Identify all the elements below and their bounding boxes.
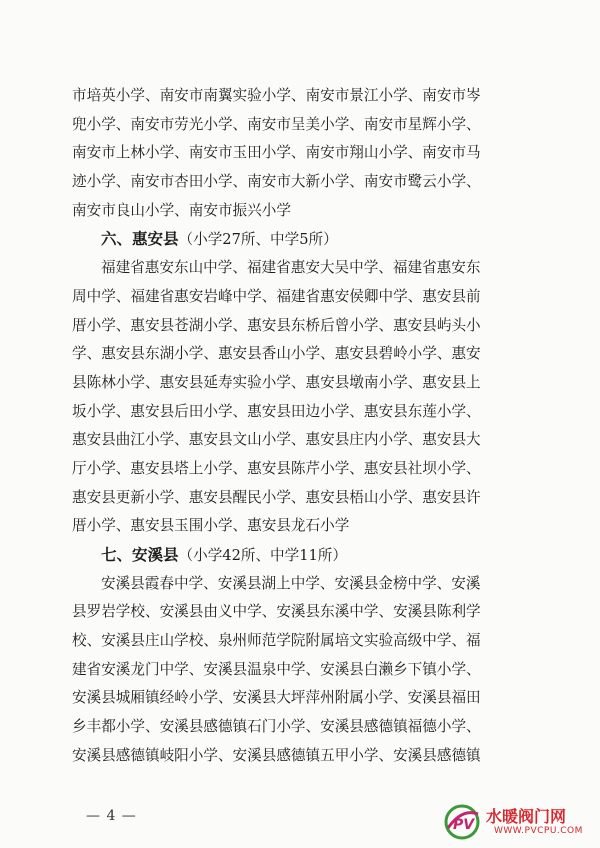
text-line: 南安市良山小学、南安市振兴小学: [72, 201, 291, 219]
text-line: 安溪县城厢镇经岭小学、安溪县大坪萍州附属小学、安溪县福田: [72, 689, 481, 707]
pvcpu-logo-icon: [442, 802, 482, 842]
site-watermark: [442, 802, 592, 842]
section-heading-anxi: [72, 541, 532, 570]
section-heading-huian: [72, 225, 532, 254]
svg-text:PV: PV: [453, 817, 475, 833]
text-line: 建省安溪龙门中学、安溪县温泉中学、安溪县白濑乡下镇小学、: [72, 660, 481, 678]
watermark-title: 水暖阀门网: [486, 807, 567, 826]
text-line: 福建省惠安东山中学、福建省惠安大吴中学、福建省惠安东: [101, 259, 481, 277]
text-line: 乡丰都小学、安溪县感德镇石门小学、安溪县感德镇福德小学、: [72, 718, 481, 736]
text-line: 周中学、福建省惠安岩峰中学、福建省惠安侯卿中学、惠安县前: [72, 287, 481, 305]
text-line: 市培英小学、南安市南翼实验小学、南安市景江小学、南安市岑: [72, 87, 481, 104]
text-line: 厝小学、惠安县苍湖小学、惠安县东桥后曾小学、惠安县屿头小: [72, 316, 481, 334]
text-line: 安溪县霞春中学、安溪县湖上中学、安溪县金榜中学、安溪: [101, 574, 481, 592]
watermark-url: WWW.PVCPU.COM: [494, 826, 583, 836]
section-title: 六、惠安县: [101, 229, 179, 249]
text-line: 南安市上林小学、南安市玉田小学、南安市翔山小学、南安市马: [72, 144, 481, 162]
document-body: [72, 82, 532, 771]
text-line: 坂小学、惠安县后田小学、惠安县田边小学、惠安县东莲小学、: [72, 402, 481, 420]
text-line: 兜小学、南安市劳光小学、南安市呈美小学、南安市星辉小学、: [72, 115, 481, 133]
section-count: （小学27所、中学5所）: [178, 231, 338, 249]
text-line: 校、安溪县庄山学校、泉州师范学院附属培文实验高级中学、福: [72, 632, 481, 650]
text-line: 迹小学、南安市杏田小学、南安市大新小学、南安市鹭云小学、: [72, 173, 481, 191]
text-line: 厝小学、惠安县玉围小学、惠安县龙石小学: [72, 517, 350, 535]
text-line: 县陈林小学、惠安县延寿实验小学、惠安县墩南小学、惠安县上: [72, 373, 481, 391]
page-number: — 4 —: [86, 808, 137, 824]
section-count: （小学42所、中学11所）: [178, 547, 348, 564]
section-title: 七、安溪县: [101, 545, 179, 564]
text-line: 安溪县感德镇岐阳小学、安溪县感德镇五甲小学、安溪县感德镇: [72, 746, 481, 764]
text-line: 县罗岩学校、安溪县由义中学、安溪县东溪中学、安溪县陈利学: [72, 603, 481, 621]
text-line: 厅小学、惠安县塔上小学、惠安县陈芹小学、惠安县社坝小学、: [72, 459, 481, 477]
text-line: 学、惠安县东湖小学、惠安县香山小学、惠安县碧岭小学、惠安: [72, 345, 481, 363]
text-line: 惠安县曲江小学、惠安县文山小学、惠安县庄内小学、惠安县大: [72, 431, 481, 449]
text-line: 惠安县更新小学、惠安县醒民小学、惠安县梧山小学、惠安县许: [72, 488, 481, 506]
